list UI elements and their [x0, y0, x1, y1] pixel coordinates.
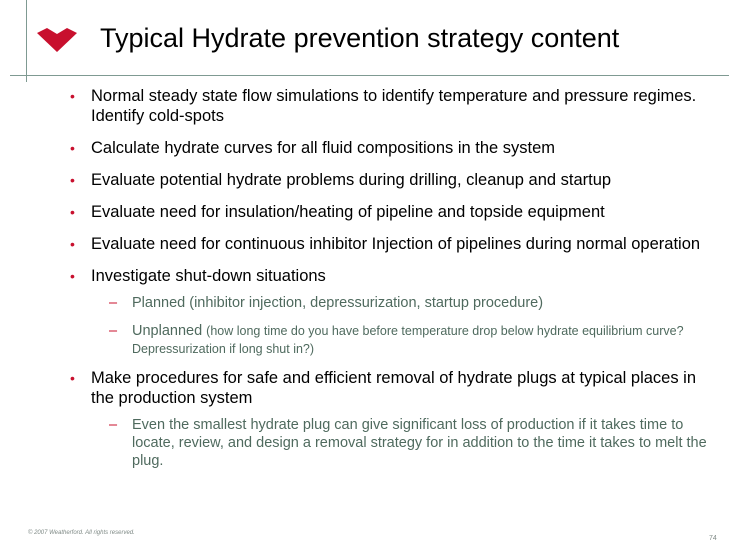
dash-glyph: –	[109, 323, 118, 339]
bullet-text: Evaluate need for insulation/heating of pipeline and topside equipment	[91, 203, 605, 221]
dash-glyph: –	[109, 417, 118, 433]
sub-bullet-item	[70, 416, 710, 470]
title-vertical-rule	[26, 0, 27, 82]
sub-bullet-text: Even the smallest hydrate plug can give significant loss of production if it takes time to locate, review, and design a removal strategy for in addition to the time it takes to melt the plug.	[132, 417, 707, 469]
sub-bullet-text: Unplanned	[132, 323, 207, 339]
slide-title: Typical Hydrate prevention strategy content	[100, 23, 620, 53]
bullet-glyph: •	[70, 88, 75, 104]
bullet-item	[70, 202, 710, 222]
bullet-item	[70, 266, 710, 286]
bullet-text: Evaluate need for continuous inhibitor Injection of pipelines during normal operation	[91, 235, 701, 253]
bullet-glyph: •	[70, 268, 75, 284]
bullet-item	[70, 234, 710, 254]
bullet-text: Make procedures for safe and efficient removal of hydrate plugs at typical places in the production system	[91, 369, 697, 407]
dash-glyph: –	[109, 295, 118, 311]
sub-bullet-item	[70, 322, 710, 358]
bullet-glyph: •	[70, 370, 75, 386]
bullet-glyph: •	[70, 236, 75, 252]
page-number: 74	[709, 535, 717, 542]
bullet-item	[70, 170, 710, 190]
title-horizontal-rule	[10, 75, 729, 76]
sub-bullet-item	[70, 294, 710, 312]
bullet-item	[70, 86, 710, 126]
bullet-glyph: •	[70, 140, 75, 156]
slide-content	[70, 86, 710, 480]
copyright-footer: © 2007 Weatherford. All rights reserved.	[28, 530, 135, 536]
bullet-glyph: •	[70, 204, 75, 220]
bullet-text: Investigate shut-down situations	[91, 267, 326, 285]
weatherford-logo-icon	[36, 26, 78, 54]
bullet-text: Calculate hydrate curves for all fluid compositions in the system	[91, 139, 556, 157]
sub-bullet-note: (how long time do you have before temperature drop below hydrate equilibrium curve? Depressurization if long shut in?)	[132, 324, 684, 356]
bullet-text: Normal steady state flow simulations to identify temperature and pressure regimes. Identify cold-spots	[91, 87, 697, 125]
bullet-item	[70, 368, 710, 408]
bullet-glyph: •	[70, 172, 75, 188]
bullet-item	[70, 138, 710, 158]
bullet-text: Evaluate potential hydrate problems during drilling, cleanup and startup	[91, 171, 612, 189]
sub-bullet-text: Planned (inhibitor injection, depressurization, startup procedure)	[132, 295, 544, 311]
